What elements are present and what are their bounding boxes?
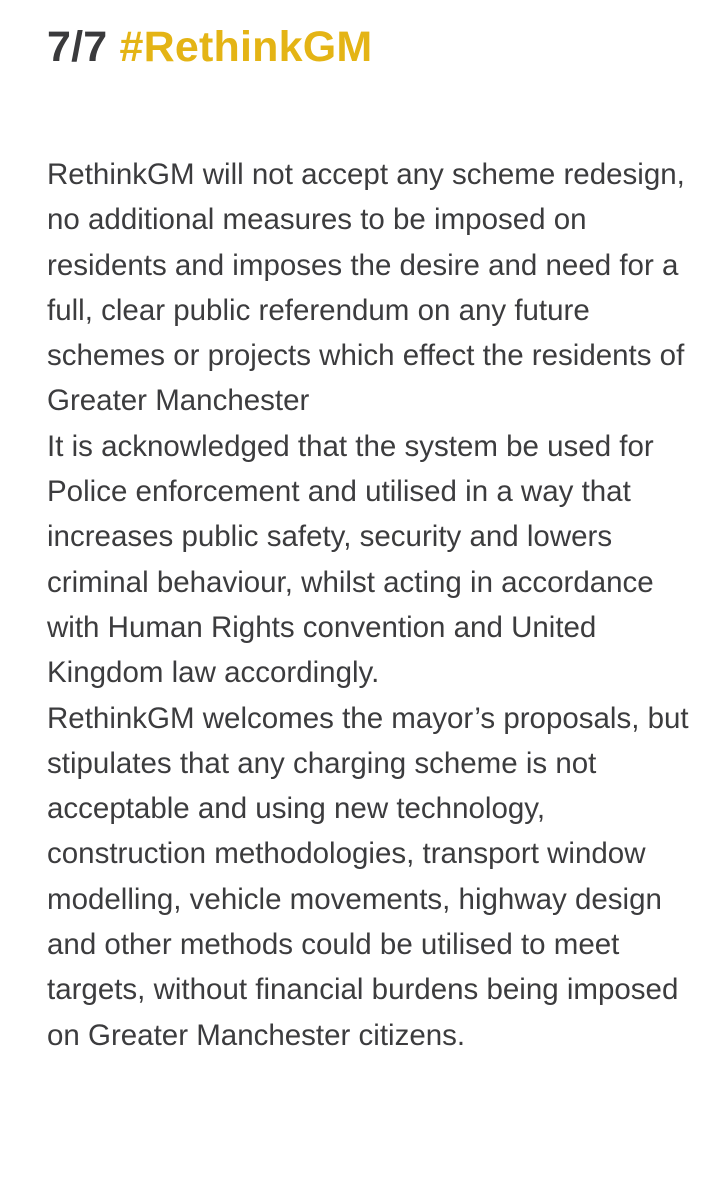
title-number: 7/7 bbox=[47, 23, 108, 71]
hashtag-link[interactable]: #RethinkGM bbox=[119, 23, 373, 71]
note bbox=[47, 18, 707, 1058]
note-title bbox=[47, 18, 707, 76]
note-body bbox=[47, 152, 707, 1058]
paragraph-charging-scheme: RethinkGM welcomes the mayor’s proposals, but stipulates that any charging scheme is not acceptable and using new technology, construction methodologies, transport window modelling, vehicle movements, highway design and other methods could be utilised to meet targets, without financial burdens being imposed on Greater Manchester citizens. bbox=[47, 701, 689, 1052]
paragraph-referendum: RethinkGM will not accept any scheme redesign, no additional measures to be imposed on residents and imposes the desire and need for a full, clear public referendum on any future schemes or projects which effect the residents of Greater Manchester bbox=[47, 158, 685, 418]
paragraph-police-enforcement: It is acknowledged that the system be used for Police enforcement and utilised in a way that increases public safety, security and lowers criminal behaviour, whilst acting in accordance with Human Rights convention and United Kingdom law accordingly. bbox=[47, 429, 654, 690]
